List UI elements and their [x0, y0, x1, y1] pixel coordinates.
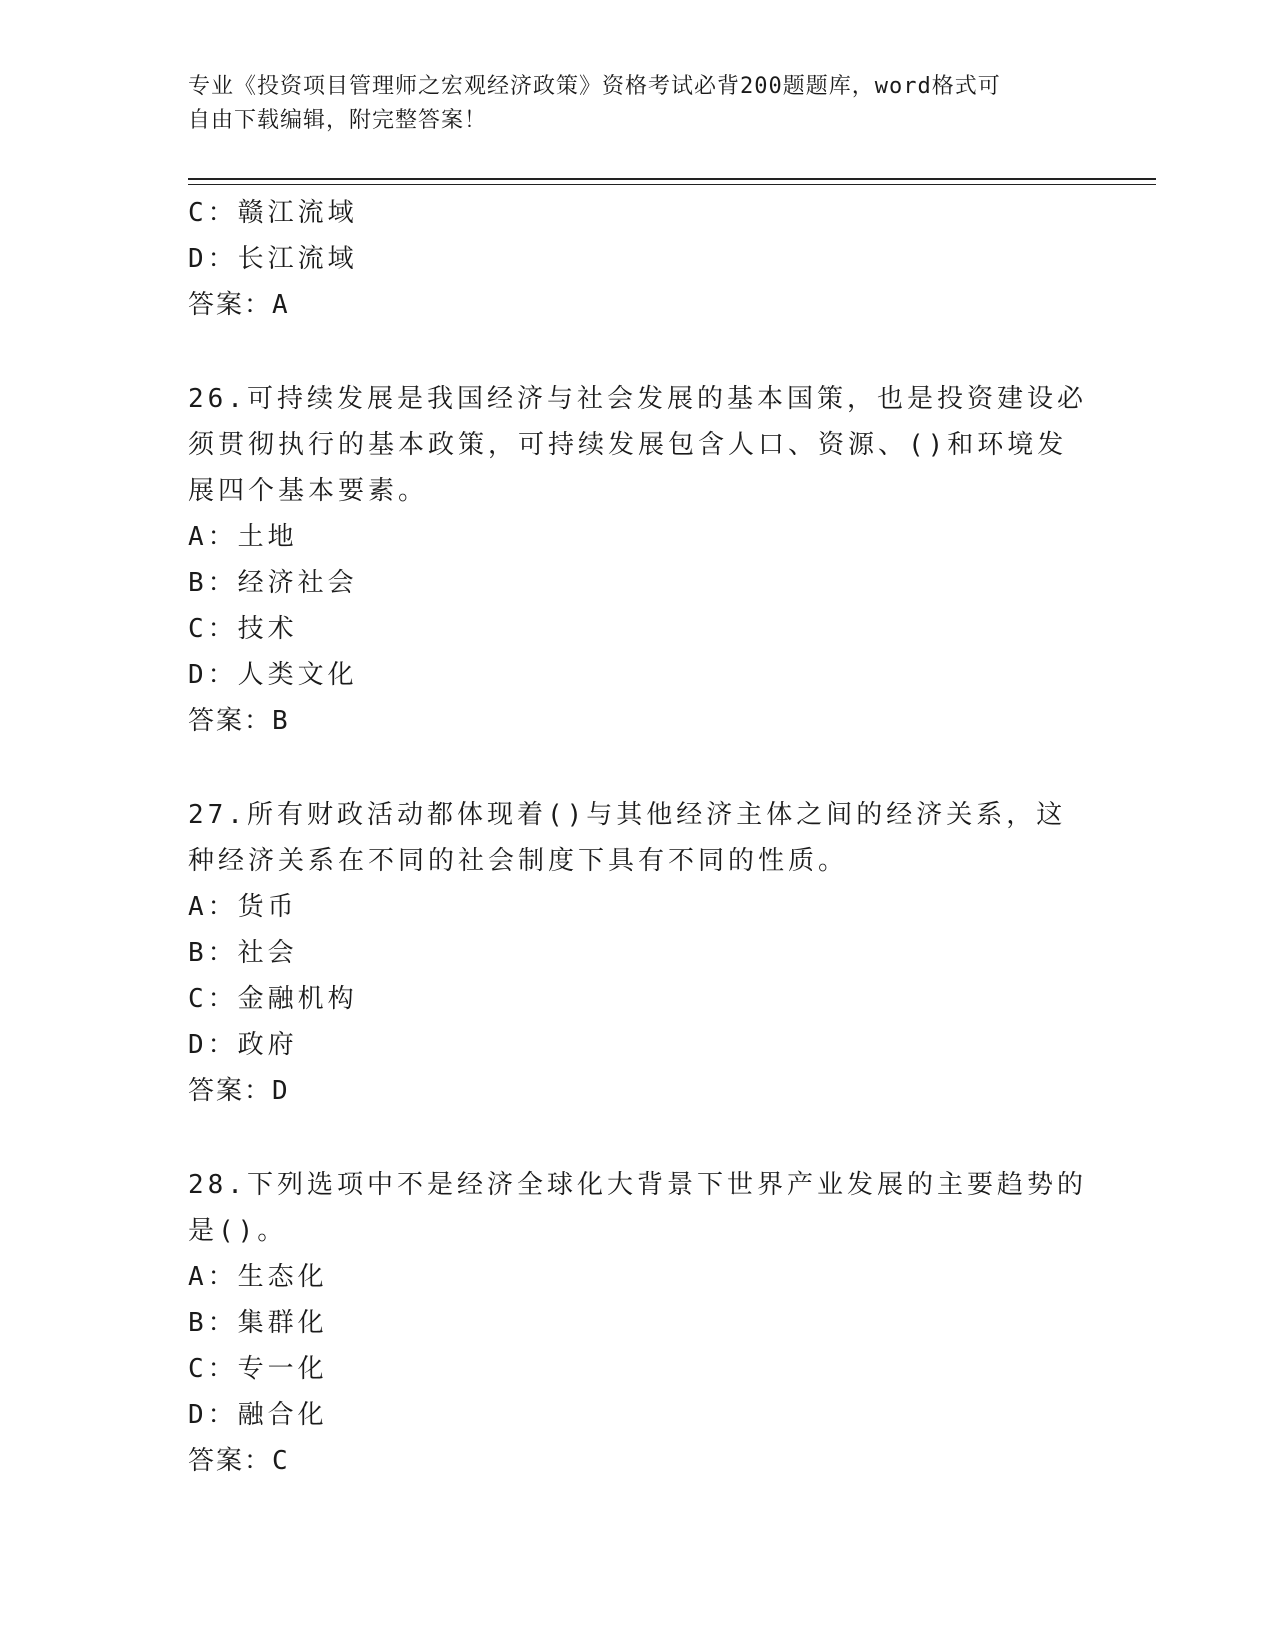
- option-d: D：政府: [188, 1030, 298, 1060]
- option-c: C：专一化: [188, 1354, 328, 1384]
- answer-line: 答案：C: [188, 1446, 290, 1476]
- answer-line: 答案：B: [188, 706, 290, 736]
- option-c: C：技术: [188, 614, 298, 644]
- option-d: D：人类文化: [188, 660, 358, 690]
- option-a: A：土地: [188, 522, 298, 552]
- option-b: B：社会: [188, 938, 298, 968]
- option-a: A：货币: [188, 892, 298, 922]
- question-list: [188, 190, 1088, 1484]
- option-a: A：生态化: [188, 1262, 328, 1292]
- option-b: B：集群化: [188, 1308, 328, 1338]
- question-block-25: [188, 190, 1088, 328]
- question-block-26: [188, 376, 1088, 744]
- answer-line: 答案：D: [188, 1076, 290, 1106]
- option-c: C：金融机构: [188, 984, 358, 1014]
- header-line-2: 自由下载编辑，附完整答案！: [188, 108, 488, 133]
- option-d: D：融合化: [188, 1400, 328, 1430]
- question-block-28: [188, 1162, 1088, 1484]
- option-c: C：赣江流域: [188, 198, 358, 228]
- header-line-1: 专业《投资项目管理师之宏观经济政策》资格考试必背200题题库，word格式可: [188, 74, 1001, 99]
- answer-line: 答案：A: [188, 290, 290, 320]
- option-b: B：经济社会: [188, 568, 358, 598]
- option-d: D：长江流域: [188, 244, 358, 274]
- header-divider-top: [188, 178, 1156, 180]
- question-text: 28.下列选项中不是经济全球化大背景下世界产业发展的主要趋势的是()。: [188, 1170, 1087, 1246]
- document-header: [188, 70, 1088, 138]
- question-block-27: [188, 792, 1088, 1114]
- question-text: 26.可持续发展是我国经济与社会发展的基本国策，也是投资建设必须贯彻执行的基本政策，可持续发展包含人口、资源、()和环境发展四个基本要素。: [188, 384, 1087, 506]
- header-divider-bottom: [188, 184, 1156, 185]
- question-text: 27.所有财政活动都体现着()与其他经济主体之间的经济关系，这种经济关系在不同的社会制度下具有不同的性质。: [188, 800, 1067, 876]
